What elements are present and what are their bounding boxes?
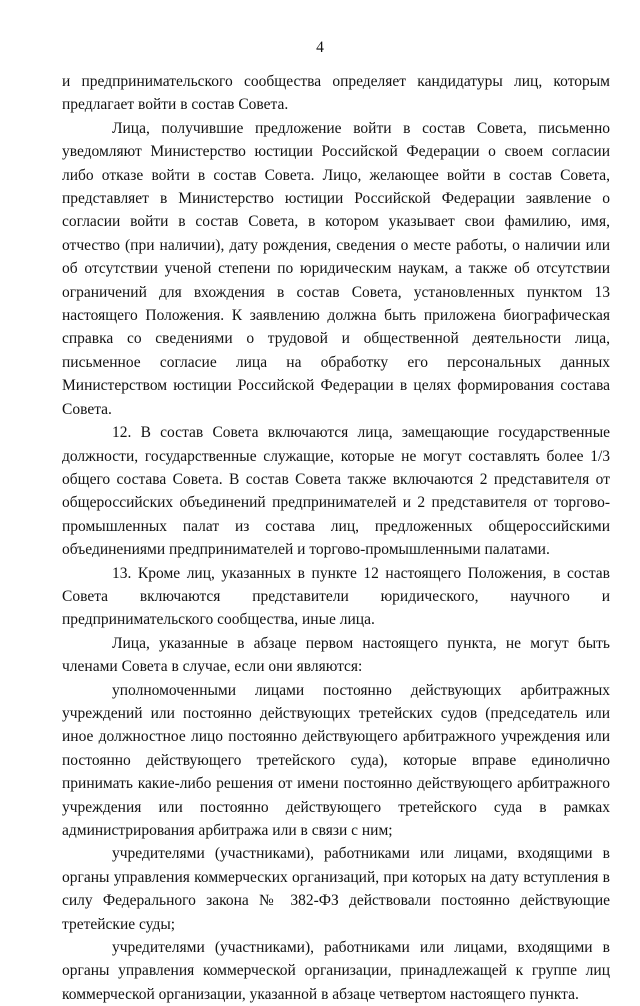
paragraph-notification: Лица, получившие предложение войти в состав Совета, письменно уведомляют Министерство юстиции Российской Федерации о своем согласии либо отказе войти в состав Совета. Лицо, желающее войти в состав Совета, представляет в Министерство юстиции Российской Федерации заявление о согласии войти в состав Совета, в котором указывает свои фамилию, имя, отчество (при наличии), дату рождения, сведения о месте работы, о наличии или об отсутствии ученой степени по юридическим наукам, а также об отсутствии ограничений для вхождения в состав Совета, установленных пунктом 13 настоящего Положения. К заявлению должна быть приложена биографическая справка со сведениями о трудовой и общественной деятельности лица, письменное согласие лица на обработку его персональных данных Министерством юстиции Российской Федерации в целях формирования состава Совета. [62, 119, 610, 418]
paragraph-restriction-2: учредителями (участниками), работниками или лицами, входящими в органы управления коммерческих организаций, при которых на дату вступления в силу Федерального закона № 382-ФЗ действовали постоянно действующие третейские суды; [62, 845, 610, 933]
page-number: 4 [316, 39, 324, 56]
paragraph-restriction-1: уполномоченными лицами постоянно действующих арбитражных учреждений или постоянно действующих третейских судов (председатель или иное должностное лицо постоянно действующего арбитражного учреждения или постоянно действующего третейского суда), которые вправе единолично принимать какие-либо решения от имени постоянно действующего арбитражного учреждения или постоянно действующего третейского суда в рамках администрирования арбитража или в связи с ним; [62, 681, 610, 839]
paragraph-continuation: и предпринимательского сообщества определяет кандидатуры лиц, которым предлагает войти в состав Совета. [62, 73, 610, 114]
paragraph-restrictions-intro: Лица, указанные в абзаце первом настоящего пункта, не могут быть членами Совета в случае, если они являются: [62, 634, 610, 676]
paragraph-clause-12: 12. В состав Совета включаются лица, замещающие государственные должности, государственные служащие, которые не могут составлять более 1/3 общего состава Совета. В состав Совета также включаются 2 представителя от общероссийских объединений предпринимателей и 2 представителя от торгово-промышленных палат из состава лиц, предложенных общероссийскими объединениями предпринимателей и торгово-промышленными палатами. [62, 424, 610, 559]
document-body [62, 70, 610, 1006]
paragraph-restriction-3: учредителями (участниками), работниками или лицами, входящими в органы управления коммерческой организации, принадлежащей к группе лиц коммерческой организации, указанной в абзаце четвертом настоящего пункта. [62, 939, 610, 1003]
paragraph-clause-13: 13. Кроме лиц, указанных в пункте 12 настоящего Положения, в состав Совета включаются представители юридического, научного и предпринимательского сообщества, иные лица. [62, 564, 610, 629]
